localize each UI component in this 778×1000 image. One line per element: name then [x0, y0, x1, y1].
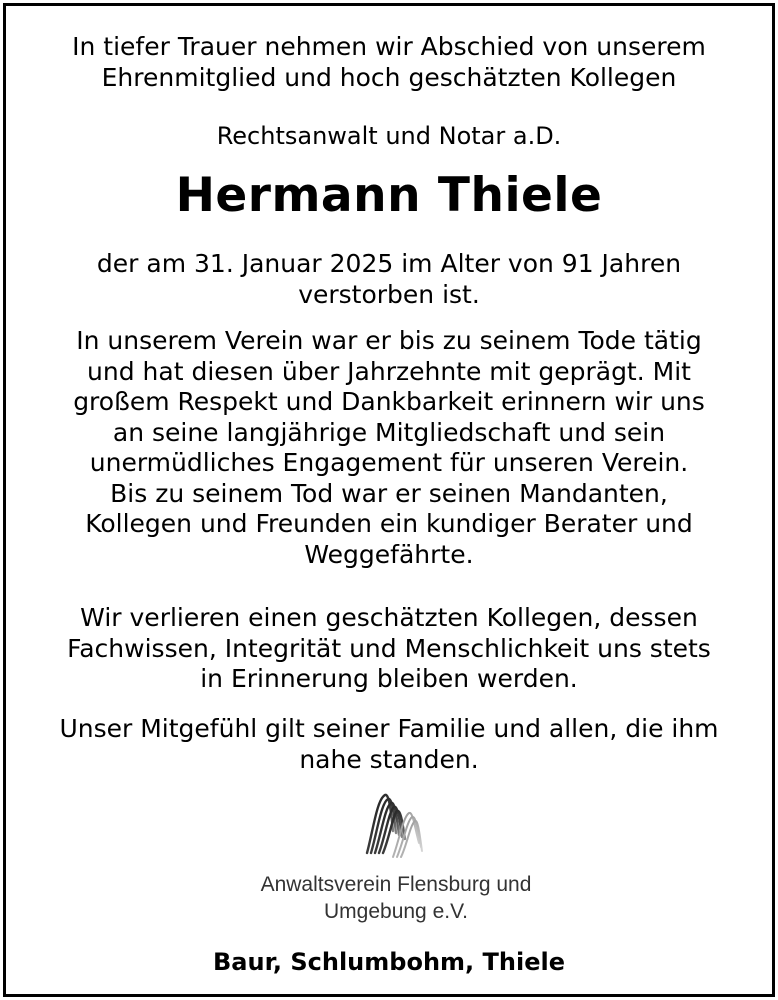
- tribute-line: In unserem Verein war er bis zu seinem Tode tätig: [76, 326, 702, 355]
- signers: Baur, Schlumbohm, Thiele: [213, 948, 565, 976]
- loss-paragraph: [6, 603, 772, 695]
- wave-stripes-logo-icon: [363, 791, 423, 861]
- loss-line: in Erinnerung bleiben werden.: [200, 664, 578, 693]
- sympathy-line: nahe standen.: [299, 744, 479, 774]
- intro-paragraph: [6, 32, 772, 93]
- intro-line: In tiefer Trauer nehmen wir Abschied von unserem: [72, 32, 706, 61]
- death-paragraph: [6, 249, 772, 310]
- intro-line: Ehrenmitglied und hoch geschätzten Kollegen: [101, 62, 677, 92]
- organization-name-line: Anwaltsverein Flensburg und: [260, 873, 532, 896]
- deceased-role: Rechtsanwalt und Notar a.D.: [216, 122, 562, 150]
- death-line: verstorben ist.: [298, 279, 480, 309]
- obituary-notice: [3, 3, 775, 997]
- organization-name-line: Umgebung e.V.: [324, 900, 468, 923]
- tribute-paragraph: [6, 326, 772, 570]
- sympathy-paragraph: [6, 714, 772, 775]
- sympathy-line: Unser Mitgefühl gilt seiner Familie und allen, die ihm: [59, 714, 719, 743]
- tribute-line: Bis zu seinem Tod war er seinen Mandanten,: [110, 478, 668, 508]
- tribute-line: an seine langjährige Mitgliedschaft und sein: [112, 417, 666, 447]
- loss-line: Wir verlieren einen geschätzten Kollegen, dessen: [80, 603, 698, 632]
- death-line: der am 31. Januar 2025 im Alter von 91 Jahren: [96, 249, 682, 278]
- tribute-line: und hat diesen über Jahrzehnte mit geprägt. Mit: [87, 356, 691, 386]
- tribute-line: Weggefährte.: [304, 539, 474, 569]
- deceased-name: Hermann Thiele: [175, 168, 603, 223]
- tribute-line: unermüdliches Engagement für unseren Verein.: [89, 448, 689, 477]
- tribute-line: Kollegen und Freunden ein kundiger Berater und: [85, 509, 693, 538]
- loss-line: Fachwissen, Integrität und Menschlichkeit uns stets: [67, 633, 711, 663]
- tribute-line: großem Respekt und Dankbarkeit erinnern wir uns: [73, 387, 705, 416]
